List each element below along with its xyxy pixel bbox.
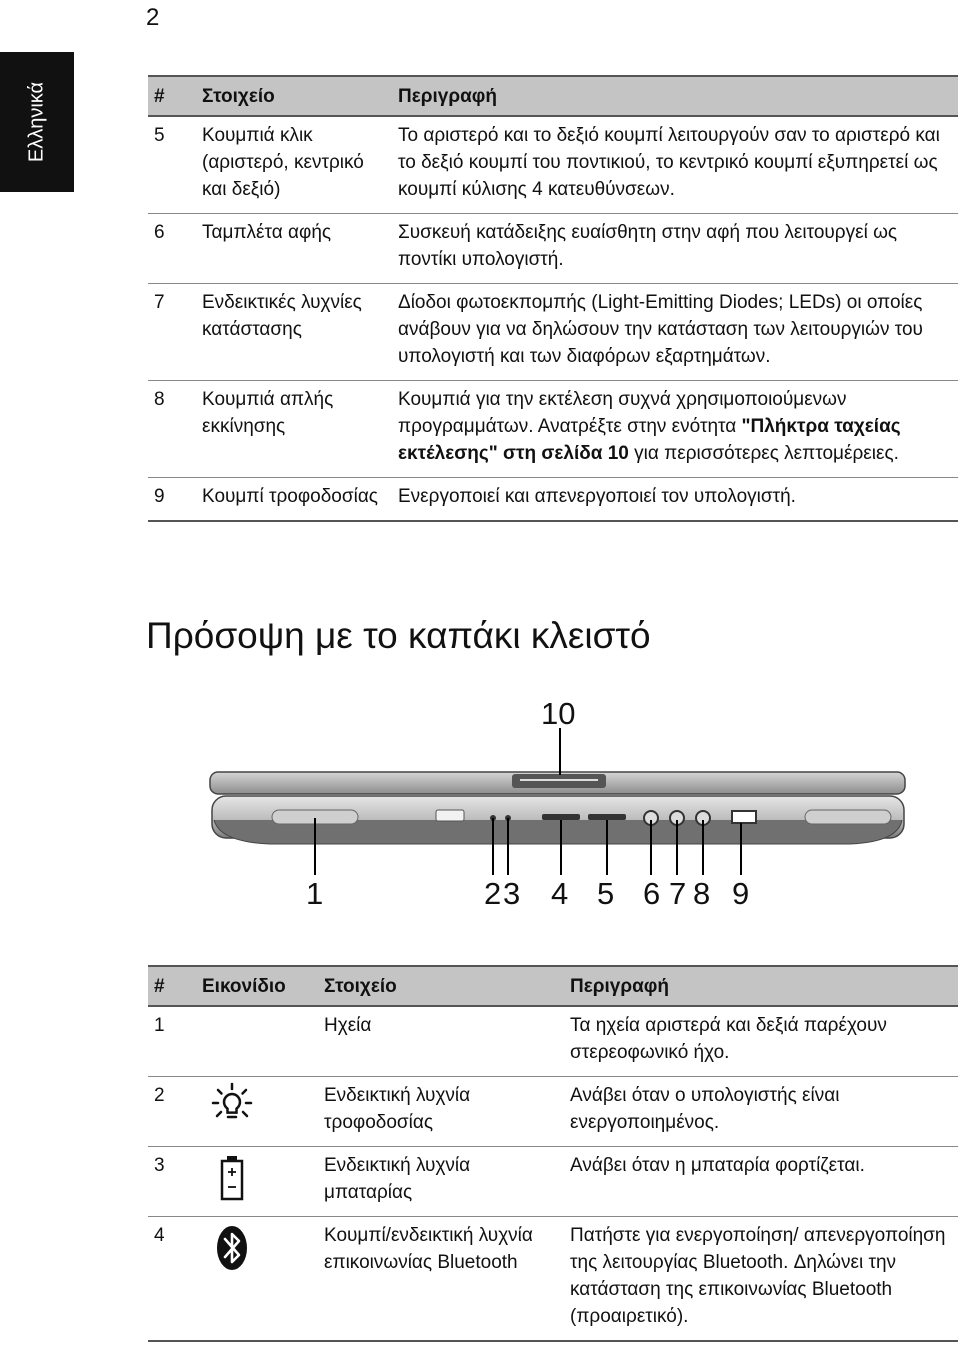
controls-table — [148, 75, 958, 522]
header-desc: Περιγραφή — [564, 966, 958, 1006]
callout-6: 6 — [643, 876, 661, 911]
front-indicators-table — [148, 965, 958, 1342]
row-desc — [392, 381, 958, 478]
row-num: 4 — [148, 1217, 196, 1342]
language-tab — [0, 52, 74, 192]
row-num: 5 — [148, 116, 196, 214]
battery-icon — [210, 1152, 254, 1204]
row-desc: Πατήστε για ενεργοποίηση/ απενεργοποίηση της λειτουργίας Bluetooth. Δηλώνει την κατάσταση της επικοινωνίας Bluetooth (προαιρετικό). — [564, 1217, 958, 1342]
table-row — [148, 116, 958, 214]
table-header-row — [148, 966, 958, 1006]
callout-2: 2 — [484, 876, 502, 911]
table-header-row — [148, 76, 958, 116]
page-number: 2 — [146, 4, 160, 31]
table-row — [148, 478, 958, 522]
header-num: # — [148, 76, 196, 116]
row-num: 2 — [148, 1077, 196, 1147]
row-item: Κουμπί/ενδεικτική λυχνία επικοινωνίας Bluetooth — [318, 1217, 564, 1342]
row-desc: Ανάβει όταν η μπαταρία φορτίζεται. — [564, 1147, 958, 1217]
table-row — [148, 1147, 958, 1217]
row-item: Ταμπλέτα αφής — [196, 214, 392, 284]
callout-5: 5 — [597, 876, 615, 911]
table-row — [148, 1077, 958, 1147]
language-tab-label: Ελληνικά — [25, 81, 48, 163]
laptop-front-figure — [200, 690, 920, 920]
row-num: 7 — [148, 284, 196, 381]
header-icon: Εικονίδιο — [196, 966, 318, 1006]
callout-10: 10 — [541, 696, 576, 731]
table-row — [148, 284, 958, 381]
row-desc: Συσκευή κατάδειξης ευαίσθητη στην αφή που λειτουργεί ως ποντίκι υπολογιστή. — [392, 214, 958, 284]
row-desc: Ανάβει όταν ο υπολογιστής είναι ενεργοποιημένος. — [564, 1077, 958, 1147]
row-num: 1 — [148, 1006, 196, 1077]
row-num: 3 — [148, 1147, 196, 1217]
header-desc: Περιγραφή — [392, 76, 958, 116]
row-num: 9 — [148, 478, 196, 522]
row-icon — [196, 1217, 318, 1342]
row-icon — [196, 1147, 318, 1217]
row-item: Κουμπί τροφοδοσίας — [196, 478, 392, 522]
row-item: Ενδεικτικές λυχνίες κατάστασης — [196, 284, 392, 381]
row-icon — [196, 1006, 318, 1077]
table-row — [148, 381, 958, 478]
row-item: Κουμπιά κλικ (αριστερό, κεντρικό και δεξιό) — [196, 116, 392, 214]
power-light-icon — [210, 1082, 254, 1126]
desc-text: Κουμπιά για την εκτέλεση συχνά χρησιμοποιούμενων προγραμμάτων. Ανατρέξτε στην ενότητα — [398, 389, 847, 437]
callout-4: 4 — [551, 876, 569, 911]
callout-9: 9 — [732, 876, 750, 911]
callout-8: 8 — [693, 876, 711, 911]
cross-reference: "Πλήκτρα ταχείας εκτέλεσης" στη σελίδα 10 — [398, 416, 901, 464]
row-desc: Το αριστερό και το δεξιό κουμπί λειτουργούν σαν το αριστερό και το δεξιό κουμπί του ποντικιού, το κεντρικό κουμπί εξυπηρετεί ως κουμπί κύλισης 4 κατευθύνσεων. — [392, 116, 958, 214]
row-item: Ηχεία — [318, 1006, 564, 1077]
row-num: 6 — [148, 214, 196, 284]
table-row — [148, 1006, 958, 1077]
header-item: Στοιχείο — [196, 76, 392, 116]
desc-text: για περισσότερες λεπτομέρειες. — [628, 443, 899, 464]
row-icon — [196, 1077, 318, 1147]
header-item: Στοιχείο — [318, 966, 564, 1006]
row-desc: Τα ηχεία αριστερά και δεξιά παρέχουν στερεοφωνικό ήχο. — [564, 1006, 958, 1077]
callout-7: 7 — [669, 876, 687, 911]
row-num: 8 — [148, 381, 196, 478]
section-title: Πρόσοψη με το καπάκι κλειστό — [146, 615, 651, 656]
row-desc: Δίοδοι φωτοεκπομπής (Light-Emitting Diodes; LEDs) οι οποίες ανάβουν για να δηλώσουν την κατάσταση των λειτουργιών του υπολογιστή και των διαφόρων εξαρτημάτων. — [392, 284, 958, 381]
table-row — [148, 1217, 958, 1342]
row-item: Κουμπιά απλής εκκίνησης — [196, 381, 392, 478]
header-num: # — [148, 966, 196, 1006]
callout-3: 3 — [503, 876, 521, 911]
bluetooth-icon — [210, 1222, 254, 1274]
callout-1: 1 — [306, 876, 324, 911]
row-item: Ενδεικτική λυχνία τροφοδοσίας — [318, 1077, 564, 1147]
row-desc: Ενεργοποιεί και απενεργοποιεί τον υπολογιστή. — [392, 478, 958, 522]
table-row — [148, 214, 958, 284]
row-item: Ενδεικτική λυχνία μπαταρίας — [318, 1147, 564, 1217]
